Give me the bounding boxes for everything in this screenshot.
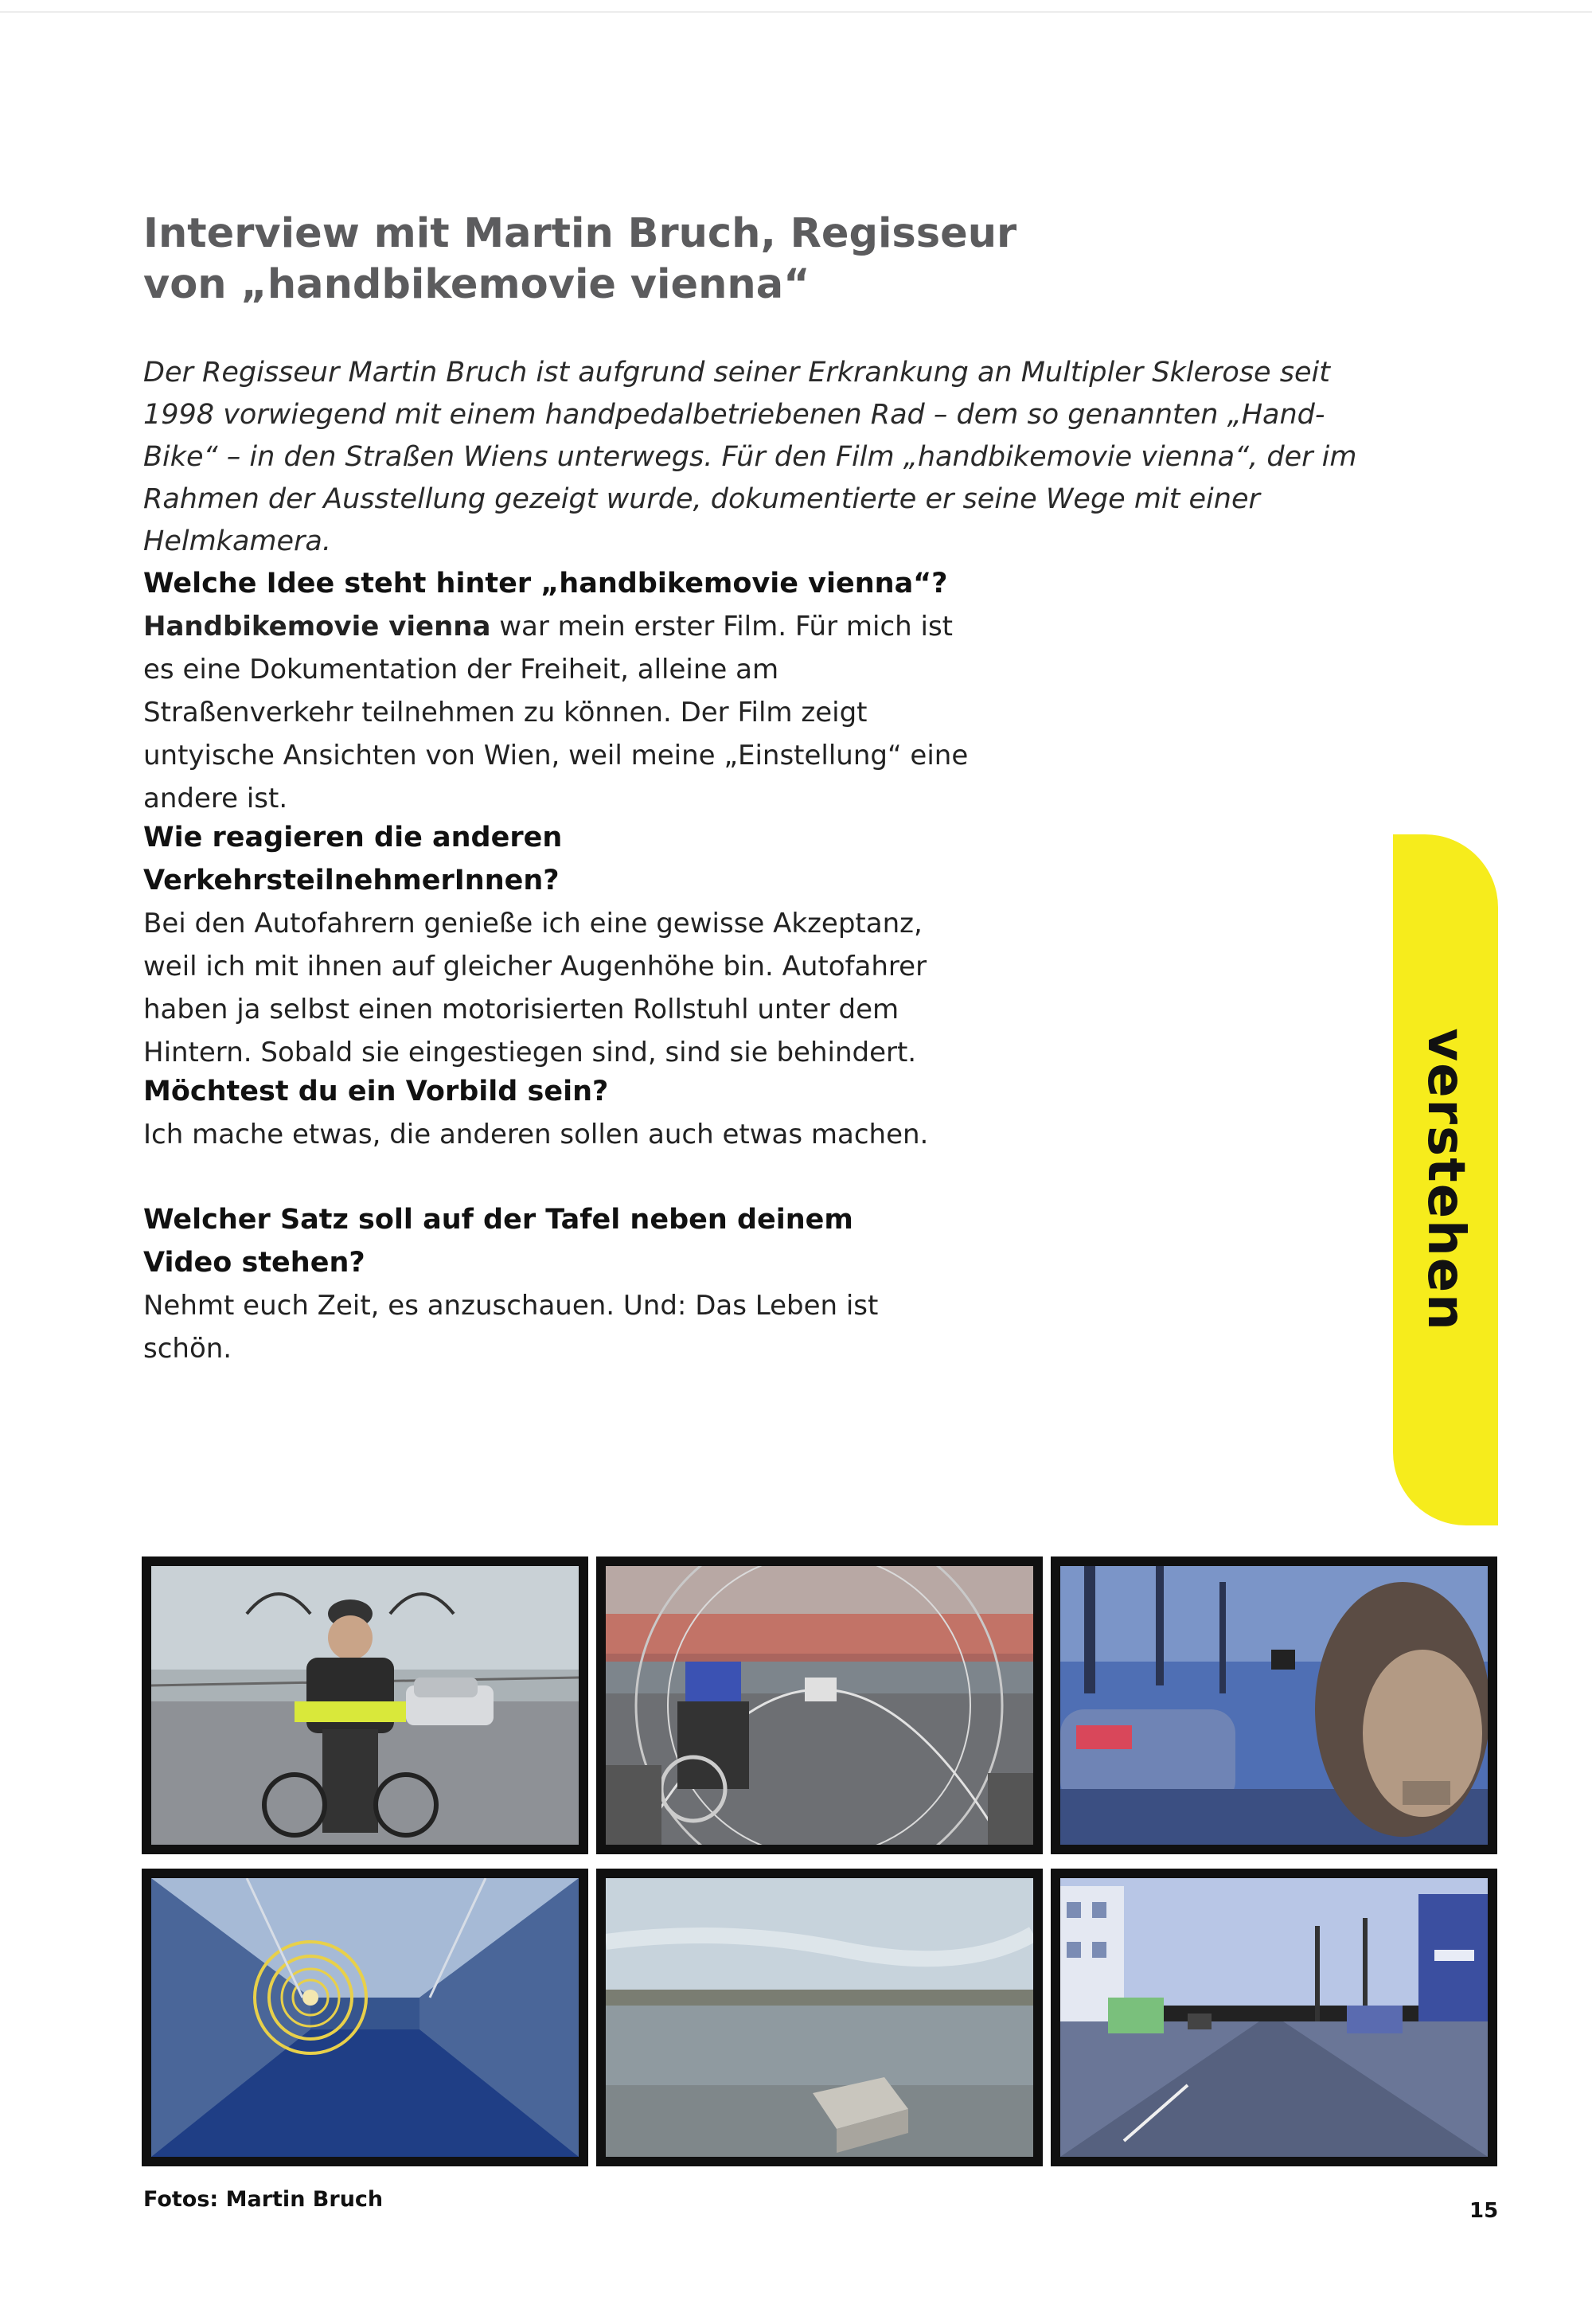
photo-river (596, 1869, 1043, 2166)
answer-1-lead: Handbikemovie vienna (143, 611, 491, 643)
page-title-line-1: Interview mit Martin Bruch, Regisseur (143, 210, 1017, 257)
photo-portrait-street (1051, 1556, 1497, 1854)
page-title-line-2: von „handbikemovie vienna“ (143, 261, 810, 308)
answer-4: Nehmt euch Zeit, es anzuschauen. Und: Das Leben ist schön. (143, 1290, 879, 1365)
question-1: Welche Idee steht hinter „handbikemovie vienna“? (143, 568, 948, 600)
page-number: 15 (1469, 2199, 1499, 2223)
qa-block-2 (143, 816, 979, 1074)
qa-block-1 (143, 562, 979, 820)
page-title (143, 209, 1098, 311)
intro-paragraph: Der Regisseur Martin Bruch ist aufgrund seiner Erkrankung an Multipler Sklerose seit 1998 vorwiegend mit einem handpedalbetriebenen Rad – dem so genannten „Hand-Bike“ – in den Straßen Wiens unterwegs. Für den Film „handbikemovie vienna“, der im Rahmen der Ausstellung gezeigt wurde, dokumentierte er seine Wege mit einer Helmkamera. (143, 357, 1357, 557)
answer-1-text: war mein erster Film. Für mich ist es eine Dokumentation der Freiheit, alleine am Straßenverkehr teilnehmen zu können. Der Film zeigt untyische Ansichten von Wien, weil meine „Einstellung“ eine andere ist. (143, 611, 969, 814)
top-rule (0, 11, 1592, 13)
answer-1 (143, 605, 979, 820)
qa-block-4 (143, 1198, 892, 1370)
question-2: Wie reagieren die anderen VerkehrsteilnehmerInnen? (143, 822, 563, 896)
question-4: Welcher Satz soll auf der Tafel neben deinem Video stehen? (143, 1204, 853, 1279)
section-tab-label: verstehen (1416, 1028, 1475, 1332)
qa-block-3 (143, 1070, 979, 1156)
photo-race-wideangle (596, 1556, 1043, 1854)
photo-handbike-rider (142, 1556, 588, 1854)
answer-2: Bei den Autofahrern genieße ich eine gewisse Akzeptanz, weil ich mit ihnen auf gleicher Augenhöhe bin. Autofahrer haben ja selbst einen motorisierten Rollstuhl unter dem Hintern. Sobald sie eingestiegen sind, sind sie behindert. (143, 908, 927, 1068)
photo-street-cars (1051, 1869, 1497, 2166)
photo-credit: Fotos: Martin Bruch (143, 2187, 384, 2212)
answer-3: Ich mache etwas, die anderen sollen auch etwas machen. (143, 1119, 929, 1150)
photo-tunnel-rings (142, 1869, 588, 2166)
question-3: Möchtest du ein Vorbild sein? (143, 1076, 609, 1107)
